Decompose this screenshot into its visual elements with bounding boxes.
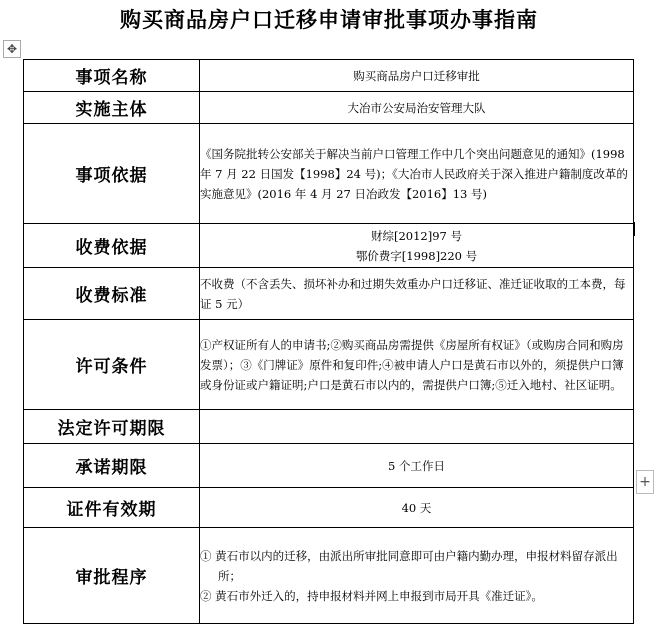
- row-label: 审批程序: [24, 528, 200, 624]
- row-value: 《国务院批转公安部关于解决当前户口管理工作中几个突出问题意见的通知》(1998 年 7 月 22 日国发【1998】24 号)；《大冶市人民政府关于深入推进户籍制度改革的实施意见》(2016 年 4 月 27 日冶政发【2016】13 号): [200, 124, 634, 224]
- row-label: 证件有效期: [24, 488, 200, 528]
- table-row: [24, 92, 634, 124]
- row-label: 收费依据: [24, 224, 200, 268]
- table-row: [24, 320, 634, 410]
- procedure-step-1: ① 黄石市以内的迁移，由派出所审批同意即可由户籍内勤办理，申报材料留存派出所；: [200, 548, 618, 583]
- add-column-button[interactable]: [636, 470, 654, 494]
- procedure-step-2: ② 黄石市外迁入的，持申报材料并网上申报到市局开具《准迁证》。: [200, 588, 543, 603]
- guide-table: [23, 59, 634, 624]
- row-value: ①产权证所有人的申请书;②购买商品房需提供《房屋所有权证》（或购房合同和购房发票）；③《门牌证》原件和复印件;④被申请人户口是黄石市以外的，须提供户口簿或身份证或户籍证明;户口是黄石市以内的，需提供户口簿;⑤迁入地村、社区证明。: [200, 320, 634, 410]
- table-row: [24, 60, 634, 92]
- row-value: [200, 528, 634, 624]
- row-label: 收费标准: [24, 268, 200, 320]
- row-value: 40 天: [200, 488, 634, 528]
- row-label: 承诺期限: [24, 444, 200, 488]
- move-icon: ✥: [6, 42, 18, 56]
- row-value: [200, 224, 634, 268]
- table-row: [24, 268, 634, 320]
- fee-basis-line-2: 鄂价费字[1998]220 号: [355, 248, 478, 263]
- row-label: 事项依据: [24, 124, 200, 224]
- row-value: 不收费（不含丢失、损坏补办和过期失效重办户口迁移证、准迁证收取的工本费，每证 5 元）: [200, 268, 634, 320]
- table-row: [24, 444, 634, 488]
- row-label: 许可条件: [24, 320, 200, 410]
- row-label: 实施主体: [24, 92, 200, 124]
- row-value: 购买商品房户口迁移审批: [200, 60, 634, 92]
- row-value: 大冶市公安局治安管理大队: [200, 92, 634, 124]
- table-row: [24, 488, 634, 528]
- table-row: [24, 528, 634, 624]
- table-row: [24, 124, 634, 224]
- row-value: 5 个工作日: [200, 444, 634, 488]
- row-label: 法定许可期限: [24, 410, 200, 444]
- text-cursor: [633, 222, 635, 236]
- row-value: [200, 410, 634, 444]
- plus-icon: +: [639, 474, 651, 490]
- table-move-handle[interactable]: [3, 40, 21, 58]
- fee-basis-line-1: 财综[2012]97 号: [370, 228, 463, 243]
- row-label: 事项名称: [24, 60, 200, 92]
- page-title: 购买商品房户口迁移申请审批事项办事指南: [120, 7, 538, 32]
- table-row: [24, 224, 634, 268]
- table-row: [24, 410, 634, 444]
